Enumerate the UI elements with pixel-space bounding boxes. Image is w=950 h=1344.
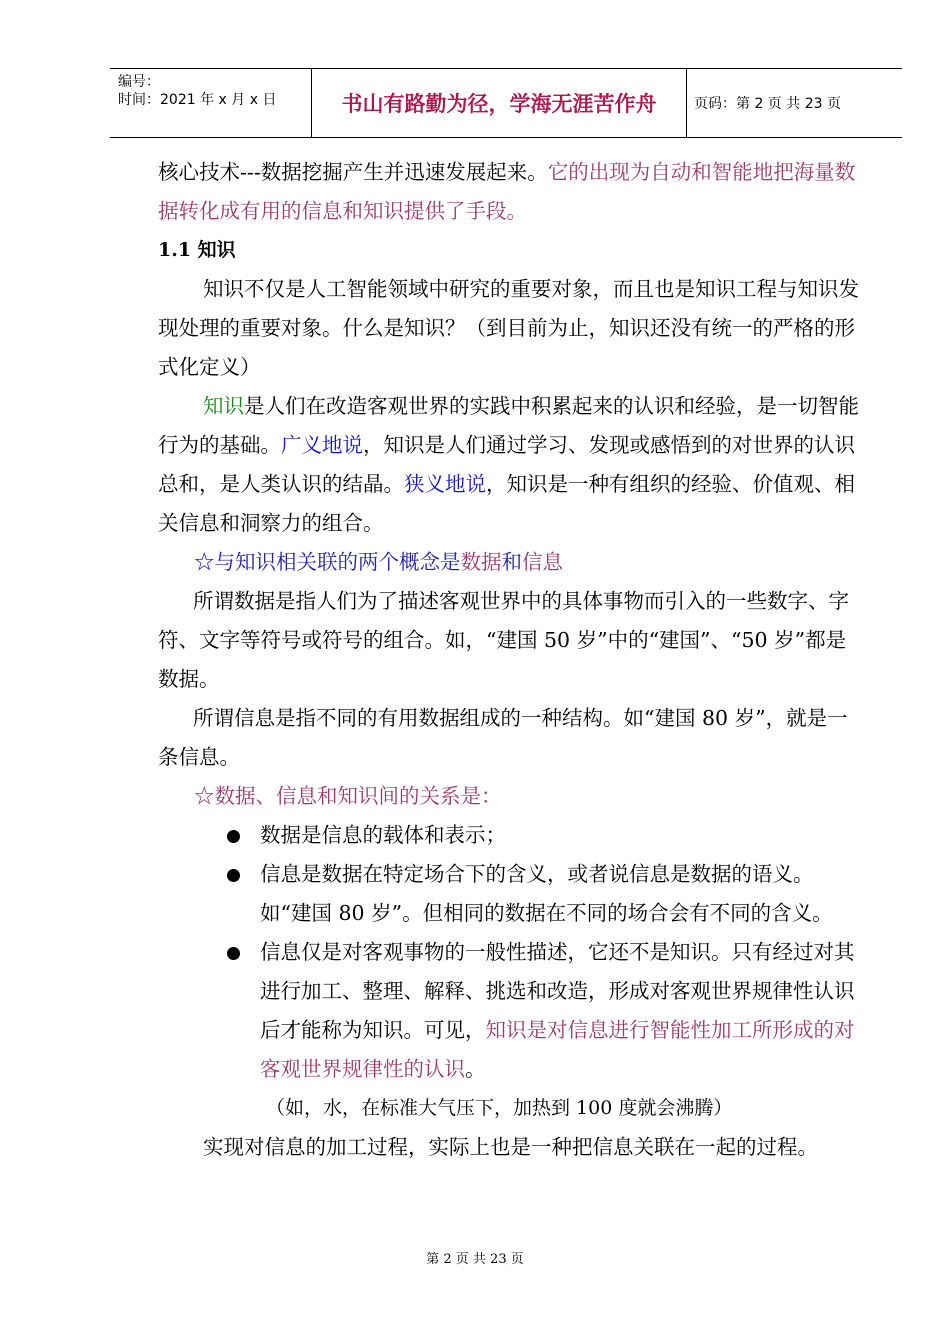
paragraph-knowledge-def: 知识不仅是人工智能领域中研究的重要对象，而且也是知识工程与知识发现处理的重要对象。什么是知识？（到目前为止，知识还没有统一的严格的形式化定义） [158, 277, 859, 379]
paragraph-intro [158, 153, 863, 231]
list-item-end: 。 [465, 1057, 486, 1081]
star-heading-concepts [158, 543, 863, 582]
page-footer: 第 2 页 共 23 页 [426, 1252, 524, 1267]
list-item-text: 信息仅是对客观事物的一般性描述，它还不是知识。只有经过对其进行加工、整理、解释、挑选和改造，形成对客观世界规律性认识后才能称为知识。可见， [260, 940, 855, 1042]
term-broad: 广义地说 [281, 433, 363, 457]
document-body [158, 153, 863, 1167]
term-data: 数据 [460, 550, 502, 574]
paragraph-knowledge-meaning [158, 387, 863, 543]
intro-text: 核心技术---数据挖掘产生并迅速发展起来。 [158, 160, 548, 184]
list-item [260, 816, 863, 855]
number-label: 编号： [118, 74, 160, 90]
term-info: 信息 [522, 550, 563, 574]
intro-highlight: 它的出现为自动和智能地把海量数据转化成有用的信息和知识提供了手段。 [158, 160, 856, 223]
paragraph-info-def: 所谓信息是指不同的有用数据组成的一种结构。如“建国 80 岁”，就是一条信息。 [158, 706, 848, 769]
star-and: 和 [501, 550, 522, 574]
header-motto: 书山有路勤为径，学海无涯苦作舟 [312, 69, 687, 137]
bullet-icon [227, 869, 240, 882]
bullet-icon [227, 830, 240, 843]
time-label: 时间：2021 年 x 月 x 日 [118, 92, 277, 108]
list-item [260, 933, 863, 1089]
star-text: ☆与知识相关联的两个概念是 [194, 550, 461, 574]
list-item [260, 855, 863, 933]
knowledge-text-b: ，知识是人们通过学习、发现或感悟到的对世界的认识总和，是人类认识的结晶。 [158, 433, 855, 496]
page-header [110, 68, 902, 138]
paragraph-process: 实现对信息的加工过程，实际上也是一种把信息关联在一起的过程。 [203, 1135, 818, 1159]
paren-note: （如，水，在标准大气压下，加热到 100 度就会沸腾） [266, 1097, 733, 1119]
star-heading-relations: ☆数据、信息和知识间的关系是： [194, 784, 502, 808]
knowledge-text-c: ，知识是一种有组织的经验、价值观、相关信息和洞察力的组合。 [158, 472, 855, 535]
term-knowledge: 知识 [203, 394, 244, 418]
header-meta [110, 69, 312, 137]
knowledge-text-a: 是人们在改造客观世界的实践中积累起来的认识和经验，是一切智能行为的基础。 [158, 394, 859, 457]
header-page-info: 页码：第 2 页 共 23 页 [694, 96, 841, 112]
paragraph-data-def: 所谓数据是指人们为了描述客观世界中的具体事物而引入的一些数字、字符、文字等符号或符号的组合。如，“建国 50 岁”中的“建国”、“50 岁”都是数据。 [158, 589, 849, 691]
relations-list [158, 816, 863, 1089]
bullet-icon [227, 947, 240, 960]
list-item-text: 信息是数据在特定场合下的含义，或者说信息是数据的语义。如“建国 80 岁”。但相同的数据在不同的场合会有不同的含义。 [260, 862, 833, 925]
list-item-text: 数据是信息的载体和表示； [260, 823, 506, 847]
list-item-highlight: 知识是对信息进行智能性加工所形成的对客观世界规律性的认识 [260, 1018, 855, 1081]
term-narrow: 狭义地说 [404, 472, 486, 496]
section-title: 1.1 知识 [158, 239, 236, 261]
